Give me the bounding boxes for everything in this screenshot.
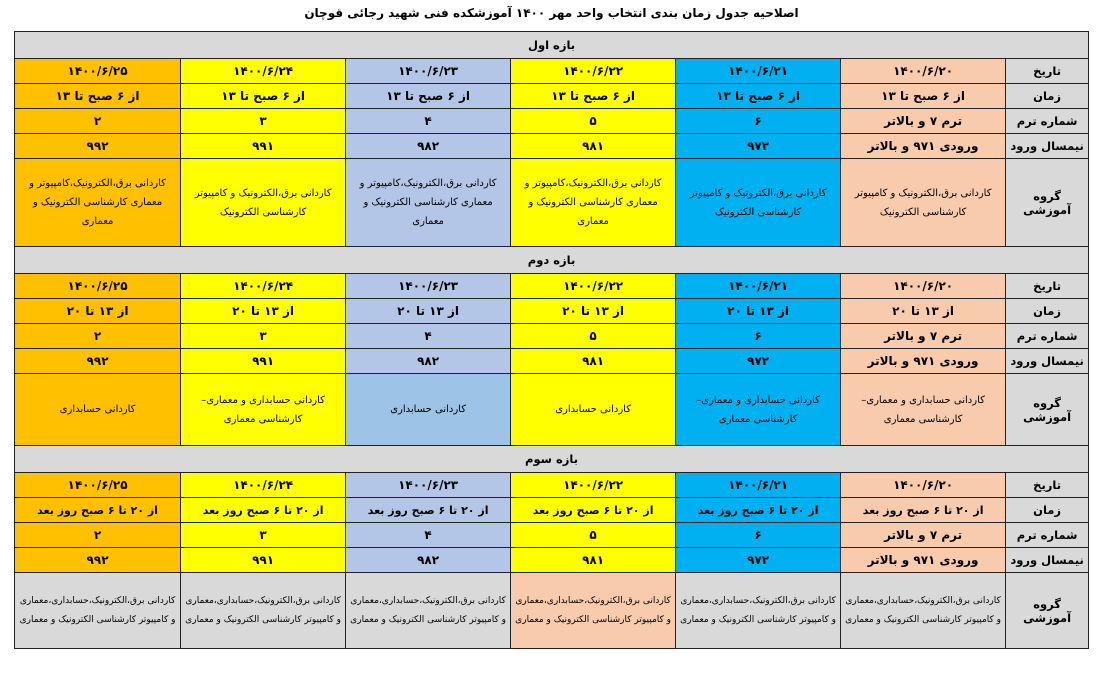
term-cell: ۳	[181, 109, 346, 134]
date-cell: ۱۴۰۰/۶/۲۴	[181, 473, 346, 498]
date-cell: ۱۴۰۰/۶/۲۴	[181, 274, 346, 299]
entry-cell: ۹۹۱	[181, 349, 346, 374]
term-cell: ۶	[676, 523, 841, 548]
date-cell: ۱۴۰۰/۶/۲۳	[346, 274, 511, 299]
term-cell: ۵	[511, 324, 676, 349]
term-cell: ۲	[15, 109, 181, 134]
date-cell: ۱۴۰۰/۶/۲۲	[511, 59, 676, 84]
row-label-time: زمان	[1006, 299, 1089, 324]
entry-cell: ۹۹۱	[181, 134, 346, 159]
entry-cell: ۹۷۲	[676, 349, 841, 374]
date-cell: ۱۴۰۰/۶/۲۵	[15, 59, 181, 84]
date-cell: ۱۴۰۰/۶/۲۲	[511, 473, 676, 498]
date-row	[15, 274, 1089, 299]
term-cell: ترم ۷ و بالاتر	[841, 324, 1006, 349]
time-cell: از ۱۳ تا ۲۰	[15, 299, 181, 324]
date-row	[15, 59, 1089, 84]
term-cell: ۳	[181, 324, 346, 349]
row-label-entry: نیمسال ورود	[1006, 134, 1089, 159]
time-cell: از ۶ صبح تا ۱۳	[346, 84, 511, 109]
row-label-group: گروه آموزشی	[1006, 374, 1089, 446]
entry-cell: ۹۹۲	[15, 134, 181, 159]
term-cell: ۴	[346, 523, 511, 548]
section-title: بازه اول	[15, 32, 1089, 59]
time-row	[15, 84, 1089, 109]
entry-cell: ۹۸۲	[346, 134, 511, 159]
entry-cell: ورودی ۹۷۱ و بالاتر	[841, 134, 1006, 159]
row-label-term: شماره ترم	[1006, 324, 1089, 349]
section-title: بازه دوم	[15, 247, 1089, 274]
entry-cell: ۹۸۱	[511, 134, 676, 159]
row-label-date: تاریخ	[1006, 59, 1089, 84]
entry-cell: ۹۸۱	[511, 548, 676, 573]
row-label-time: زمان	[1006, 498, 1089, 523]
time-cell: از ۱۳ تا ۲۰	[511, 299, 676, 324]
row-label-entry: نیمسال ورود	[1006, 548, 1089, 573]
entry-cell: ۹۹۲	[15, 548, 181, 573]
entry-row	[15, 349, 1089, 374]
term-row	[15, 324, 1089, 349]
date-cell: ۱۴۰۰/۶/۲۵	[15, 274, 181, 299]
group-cell: کاردانی برق،الکترونیک،کامپیوتر و معماری کارشناسی الکترونیک و معماری	[15, 159, 181, 247]
group-cell: کاردانی حسابداری	[346, 374, 511, 446]
group-row	[15, 159, 1089, 247]
time-cell: از ۶ صبح تا ۱۳	[511, 84, 676, 109]
time-cell: از ۱۳ تا ۲۰	[676, 299, 841, 324]
schedule-table	[14, 31, 1089, 649]
group-cell: کاردانی برق،الکترونیک،کامپیوتر و معماری کارشناسی الکترونیک و معماری	[346, 159, 511, 247]
group-cell: کاردانی برق،الکترونیک،حسابداری،معماری و کامپیوتر کارشناسی الکترونیک و معماری	[346, 573, 511, 649]
group-row	[15, 573, 1089, 649]
entry-cell: ۹۷۲	[676, 548, 841, 573]
date-cell: ۱۴۰۰/۶/۲۳	[346, 473, 511, 498]
entry-cell: ورودی ۹۷۱ و بالاتر	[841, 349, 1006, 374]
time-cell: از ۲۰ تا ۶ صبح روز بعد	[181, 498, 346, 523]
time-cell: از ۶ صبح تا ۱۳	[181, 84, 346, 109]
time-cell: از ۲۰ تا ۶ صبح روز بعد	[511, 498, 676, 523]
term-cell: ۲	[15, 324, 181, 349]
date-cell: ۱۴۰۰/۶/۲۰	[841, 59, 1006, 84]
group-cell: کاردانی حسابداری	[15, 374, 181, 446]
group-cell: کاردانی حسابداری و معماری– کارشناسی معماری	[181, 374, 346, 446]
term-cell: ۳	[181, 523, 346, 548]
group-row	[15, 374, 1089, 446]
row-label-time: زمان	[1006, 84, 1089, 109]
row-label-group: گروه آموزشی	[1006, 159, 1089, 247]
row-label-term: شماره ترم	[1006, 523, 1089, 548]
time-cell: از ۲۰ تا ۶ صبح روز بعد	[676, 498, 841, 523]
time-row	[15, 498, 1089, 523]
date-cell: ۱۴۰۰/۶/۲۰	[841, 473, 1006, 498]
date-cell: ۱۴۰۰/۶/۲۴	[181, 59, 346, 84]
group-cell: کاردانی برق،الکترونیک،کامپیوتر و معماری کارشناسی الکترونیک و معماری	[511, 159, 676, 247]
group-cell: کاردانی برق،الکترونیک و کامپیوتر کارشناسی الکترونیک	[181, 159, 346, 247]
date-cell: ۱۴۰۰/۶/۲۵	[15, 473, 181, 498]
entry-cell: ۹۹۱	[181, 548, 346, 573]
term-cell: ۵	[511, 109, 676, 134]
group-cell: کاردانی برق،الکترونیک،حسابداری،معماری و کامپیوتر کارشناسی الکترونیک و معماری	[511, 573, 676, 649]
row-label-date: تاریخ	[1006, 274, 1089, 299]
time-cell: از ۲۰ تا ۶ صبح روز بعد	[841, 498, 1006, 523]
term-cell: ترم ۷ و بالاتر	[841, 109, 1006, 134]
time-cell: از ۱۳ تا ۲۰	[841, 299, 1006, 324]
group-cell: کاردانی برق،الکترونیک،حسابداری،معماری و کامپیوتر کارشناسی الکترونیک و معماری	[181, 573, 346, 649]
row-label-group: گروه آموزشی	[1006, 573, 1089, 649]
term-cell: ۵	[511, 523, 676, 548]
term-cell: ۶	[676, 324, 841, 349]
time-cell: از ۲۰ تا ۶ صبح روز بعد	[346, 498, 511, 523]
row-label-term: شماره ترم	[1006, 109, 1089, 134]
time-cell: از ۱۳ تا ۲۰	[181, 299, 346, 324]
group-cell: کاردانی برق،الکترونیک،حسابداری،معماری و کامپیوتر کارشناسی الکترونیک و معماری	[676, 573, 841, 649]
term-row	[15, 523, 1089, 548]
group-cell: کاردانی برق،الکترونیک و کامپیوتر کارشناسی الکترونیک	[841, 159, 1006, 247]
date-row	[15, 473, 1089, 498]
page-title: اصلاحیه جدول زمان بندی انتخاب واحد مهر ۱۴۰۰ آموزشکده فنی شهید رجائی قوچان	[304, 6, 799, 20]
term-cell: ترم ۷ و بالاتر	[841, 523, 1006, 548]
group-cell: کاردانی حسابداری	[511, 374, 676, 446]
time-row	[15, 299, 1089, 324]
term-row	[15, 109, 1089, 134]
entry-cell: ۹۷۲	[676, 134, 841, 159]
group-cell: کاردانی برق،الکترونیک،حسابداری،معماری و کامپیوتر کارشناسی الکترونیک و معماری	[15, 573, 181, 649]
section-title: بازه سوم	[15, 446, 1089, 473]
entry-row	[15, 548, 1089, 573]
entry-cell: ۹۸۲	[346, 349, 511, 374]
time-cell: از ۶ صبح تا ۱۳	[841, 84, 1006, 109]
time-cell: از ۱۳ تا ۲۰	[346, 299, 511, 324]
entry-cell: ۹۹۲	[15, 349, 181, 374]
row-label-date: تاریخ	[1006, 473, 1089, 498]
entry-cell: ۹۸۲	[346, 548, 511, 573]
date-cell: ۱۴۰۰/۶/۲۱	[676, 59, 841, 84]
entry-cell: ۹۸۱	[511, 349, 676, 374]
time-cell: از ۶ صبح تا ۱۳	[676, 84, 841, 109]
time-cell: از ۶ صبح تا ۱۳	[15, 84, 181, 109]
date-cell: ۱۴۰۰/۶/۲۱	[676, 274, 841, 299]
group-cell: کاردانی برق،الکترونیک و کامپیوتر کارشناسی الکترونیک	[676, 159, 841, 247]
term-cell: ۲	[15, 523, 181, 548]
group-cell: کاردانی حسابداری و معماری– کارشناسی معماری	[841, 374, 1006, 446]
row-label-entry: نیمسال ورود	[1006, 349, 1089, 374]
entry-row	[15, 134, 1089, 159]
date-cell: ۱۴۰۰/۶/۲۰	[841, 274, 1006, 299]
group-cell: کاردانی حسابداری و معماری– کارشناسی معماری	[676, 374, 841, 446]
group-cell: کاردانی برق،الکترونیک،حسابداری،معماری و کامپیوتر کارشناسی الکترونیک و معماری	[841, 573, 1006, 649]
term-cell: ۶	[676, 109, 841, 134]
term-cell: ۴	[346, 324, 511, 349]
date-cell: ۱۴۰۰/۶/۲۱	[676, 473, 841, 498]
date-cell: ۱۴۰۰/۶/۲۲	[511, 274, 676, 299]
date-cell: ۱۴۰۰/۶/۲۳	[346, 59, 511, 84]
term-cell: ۴	[346, 109, 511, 134]
entry-cell: ورودی ۹۷۱ و بالاتر	[841, 548, 1006, 573]
time-cell: از ۲۰ تا ۶ صبح روز بعد	[15, 498, 181, 523]
